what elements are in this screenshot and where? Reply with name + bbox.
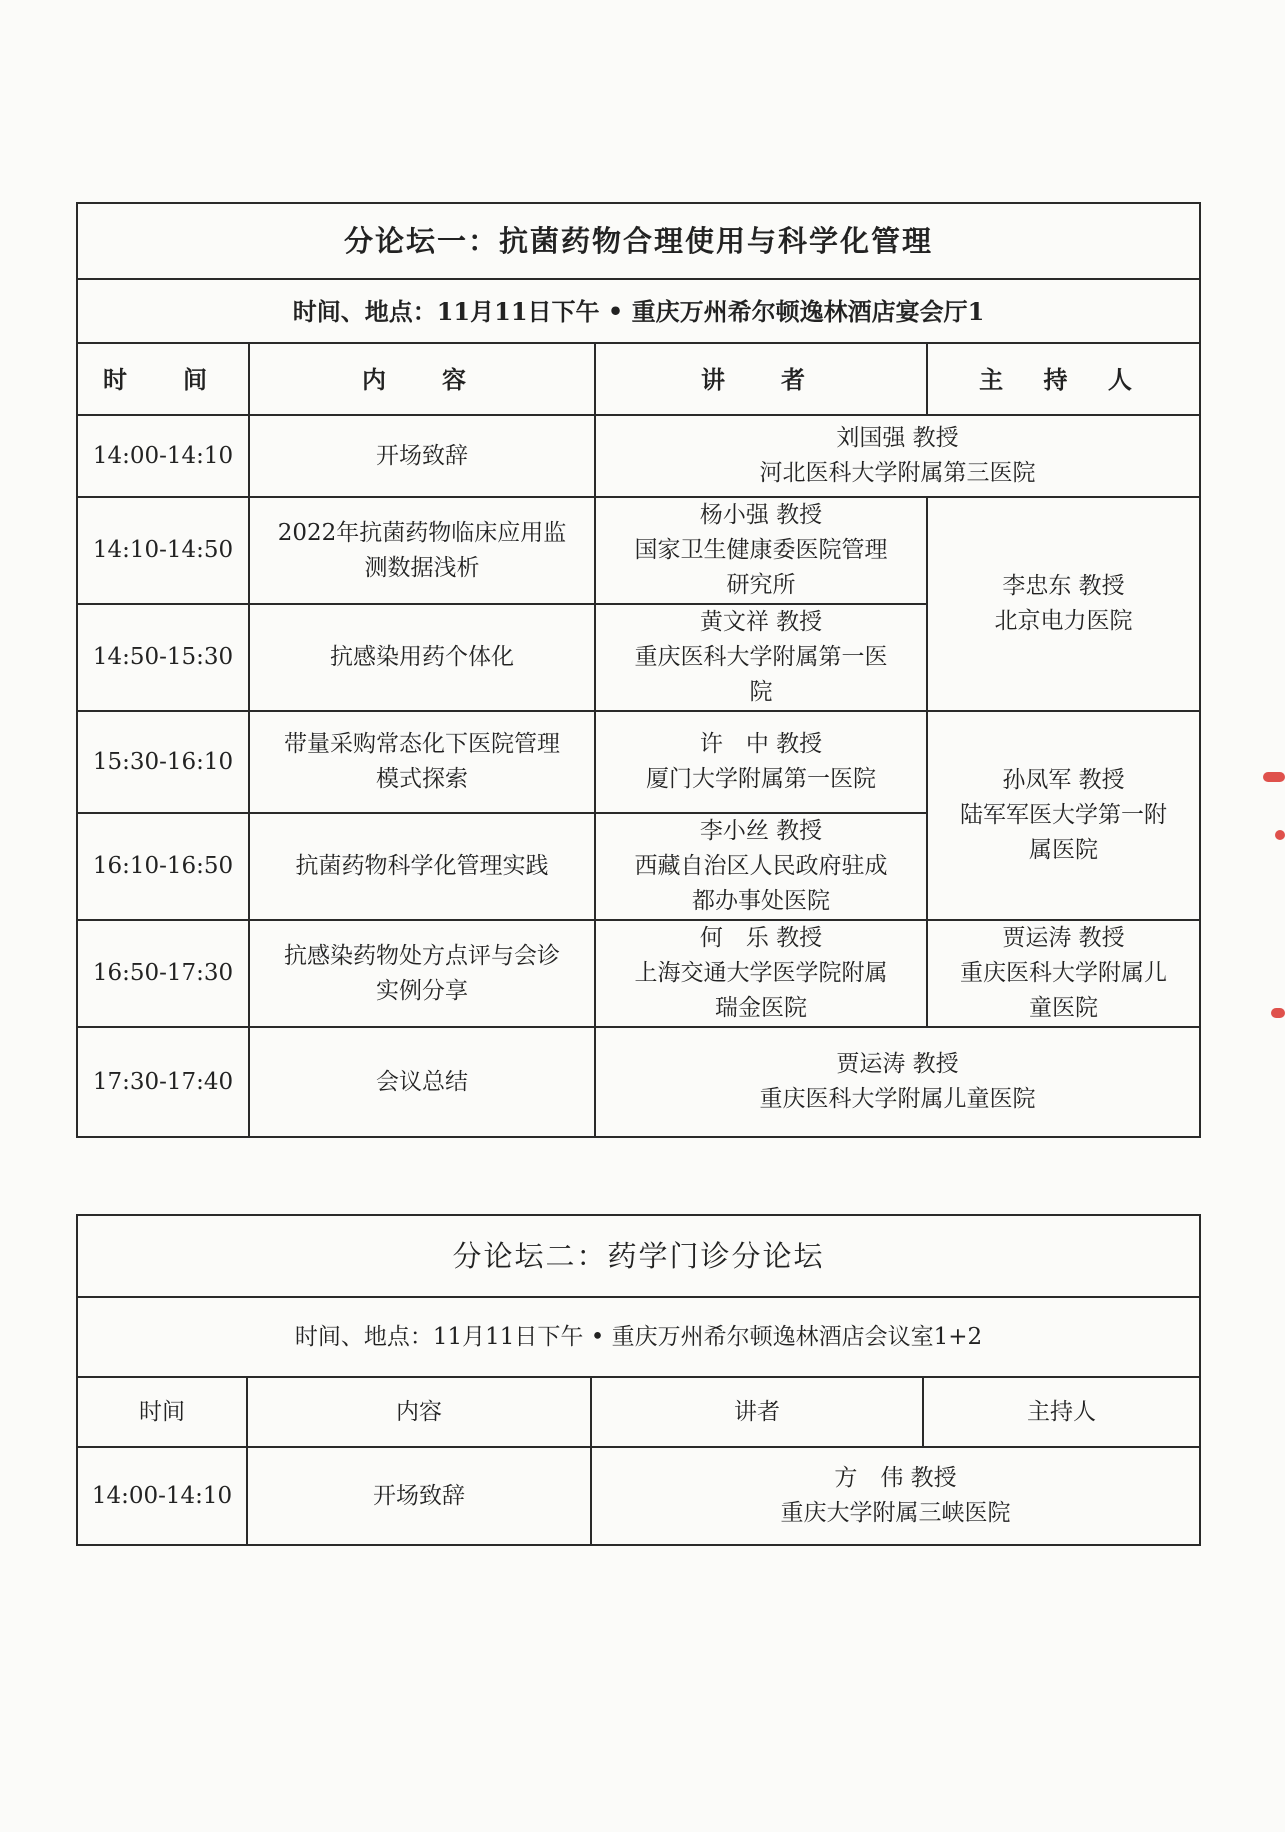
row-time: 14:10-14:50 bbox=[77, 497, 249, 604]
row-time: 14:00-14:10 bbox=[77, 415, 249, 497]
row-speaker: 黄文祥 教授 重庆医科大学附属第一医 院 bbox=[595, 604, 927, 711]
forum2-schedule-table bbox=[76, 1214, 1201, 1546]
row-time: 14:00-14:10 bbox=[77, 1447, 247, 1545]
row-time: 15:30-16:10 bbox=[77, 711, 249, 813]
row-content: 带量采购常态化下医院管理 模式探索 bbox=[249, 711, 595, 813]
header-speaker: 讲者 bbox=[591, 1377, 923, 1447]
forum2-title: 分论坛二：药学门诊分论坛 bbox=[77, 1215, 1200, 1297]
row-host: 贾运涛 教授 重庆医科大学附属儿 童医院 bbox=[927, 920, 1200, 1027]
row-content: 2022年抗菌药物临床应用监 测数据浅析 bbox=[249, 497, 595, 604]
row-host: 孙凤军 教授 陆军军医大学第一附 属医院 bbox=[927, 711, 1200, 920]
row-time: 17:30-17:40 bbox=[77, 1027, 249, 1137]
row-time: 16:50-17:30 bbox=[77, 920, 249, 1027]
table-row bbox=[77, 1447, 1200, 1545]
row-content: 开场致辞 bbox=[247, 1447, 591, 1545]
row-content: 抗菌药物科学化管理实践 bbox=[249, 813, 595, 920]
row-speaker: 贾运涛 教授 重庆医科大学附属儿童医院 bbox=[595, 1027, 1200, 1137]
row-speaker: 许 中 教授 厦门大学附属第一医院 bbox=[595, 711, 927, 813]
forum1-time-location: 时间、地点：11月11日下午 • 重庆万州希尔顿逸林酒店宴会厅1 bbox=[77, 279, 1200, 343]
row-host: 李忠东 教授 北京电力医院 bbox=[927, 497, 1200, 711]
row-speaker: 杨小强 教授 国家卫生健康委医院管理 研究所 bbox=[595, 497, 927, 604]
row-content: 开场致辞 bbox=[249, 415, 595, 497]
table-row bbox=[77, 415, 1200, 497]
table-row bbox=[77, 497, 1200, 604]
forum2-time-location: 时间、地点：11月11日下午 • 重庆万州希尔顿逸林酒店会议室1+2 bbox=[77, 1297, 1200, 1377]
header-content: 内 容 bbox=[249, 343, 595, 415]
forum1-schedule-table bbox=[76, 202, 1201, 1138]
header-host: 主持人 bbox=[923, 1377, 1200, 1447]
row-time: 14:50-15:30 bbox=[77, 604, 249, 711]
header-content: 内容 bbox=[247, 1377, 591, 1447]
red-stamp-mark bbox=[1263, 772, 1285, 782]
row-speaker: 方 伟 教授 重庆大学附属三峡医院 bbox=[591, 1447, 1200, 1545]
table-row bbox=[77, 920, 1200, 1027]
table-row bbox=[77, 711, 1200, 813]
red-stamp-mark bbox=[1271, 1008, 1285, 1018]
row-time: 16:10-16:50 bbox=[77, 813, 249, 920]
header-speaker: 讲 者 bbox=[595, 343, 927, 415]
header-time: 时间 bbox=[77, 1377, 247, 1447]
forum1-title: 分论坛一：抗菌药物合理使用与科学化管理 bbox=[77, 203, 1200, 279]
table-row bbox=[77, 1027, 1200, 1137]
row-speaker: 刘国强 教授 河北医科大学附属第三医院 bbox=[595, 415, 1200, 497]
red-stamp-mark bbox=[1275, 830, 1285, 840]
row-speaker: 何 乐 教授 上海交通大学医学院附属 瑞金医院 bbox=[595, 920, 927, 1027]
row-content: 抗感染药物处方点评与会诊 实例分享 bbox=[249, 920, 595, 1027]
row-speaker: 李小丝 教授 西藏自治区人民政府驻成 都办事处医院 bbox=[595, 813, 927, 920]
header-time: 时 间 bbox=[77, 343, 249, 415]
row-content: 会议总结 bbox=[249, 1027, 595, 1137]
header-host: 主 持 人 bbox=[927, 343, 1200, 415]
row-content: 抗感染用药个体化 bbox=[249, 604, 595, 711]
